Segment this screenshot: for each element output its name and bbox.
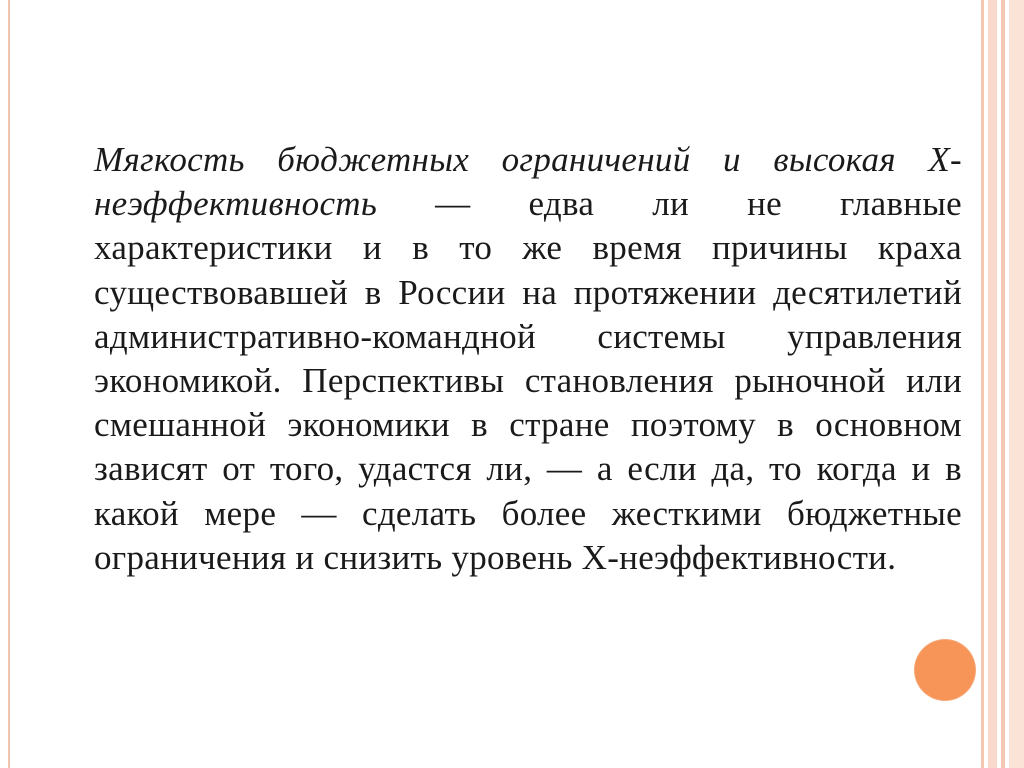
- slide-body-text: [94, 138, 962, 580]
- left-border-line: [8, 0, 10, 768]
- orange-circle-icon: [915, 640, 975, 700]
- decorative-stripe: [1009, 0, 1024, 768]
- decorative-stripe: [981, 0, 984, 768]
- body-paragraph: — едва ли не главные характеристики и в то же время причины краха существовавшей в России на протяжении десятилетий административно-командной системы управления экономикой. Перспективы становления рыночной или смешанной экономики в стране поэтому в основном зависят от того, удастся ли, — а если да, то когда и в какой мере — сделать более жесткими бюджетные ограничения и снизить уровень Х-неэффективности.: [94, 184, 962, 577]
- decorative-stripe: [1001, 0, 1005, 768]
- italic-phrase: Мягкость бюджетных ограничений и высокая Х-неэффективность: [94, 140, 962, 224]
- decorative-stripe: [988, 0, 997, 768]
